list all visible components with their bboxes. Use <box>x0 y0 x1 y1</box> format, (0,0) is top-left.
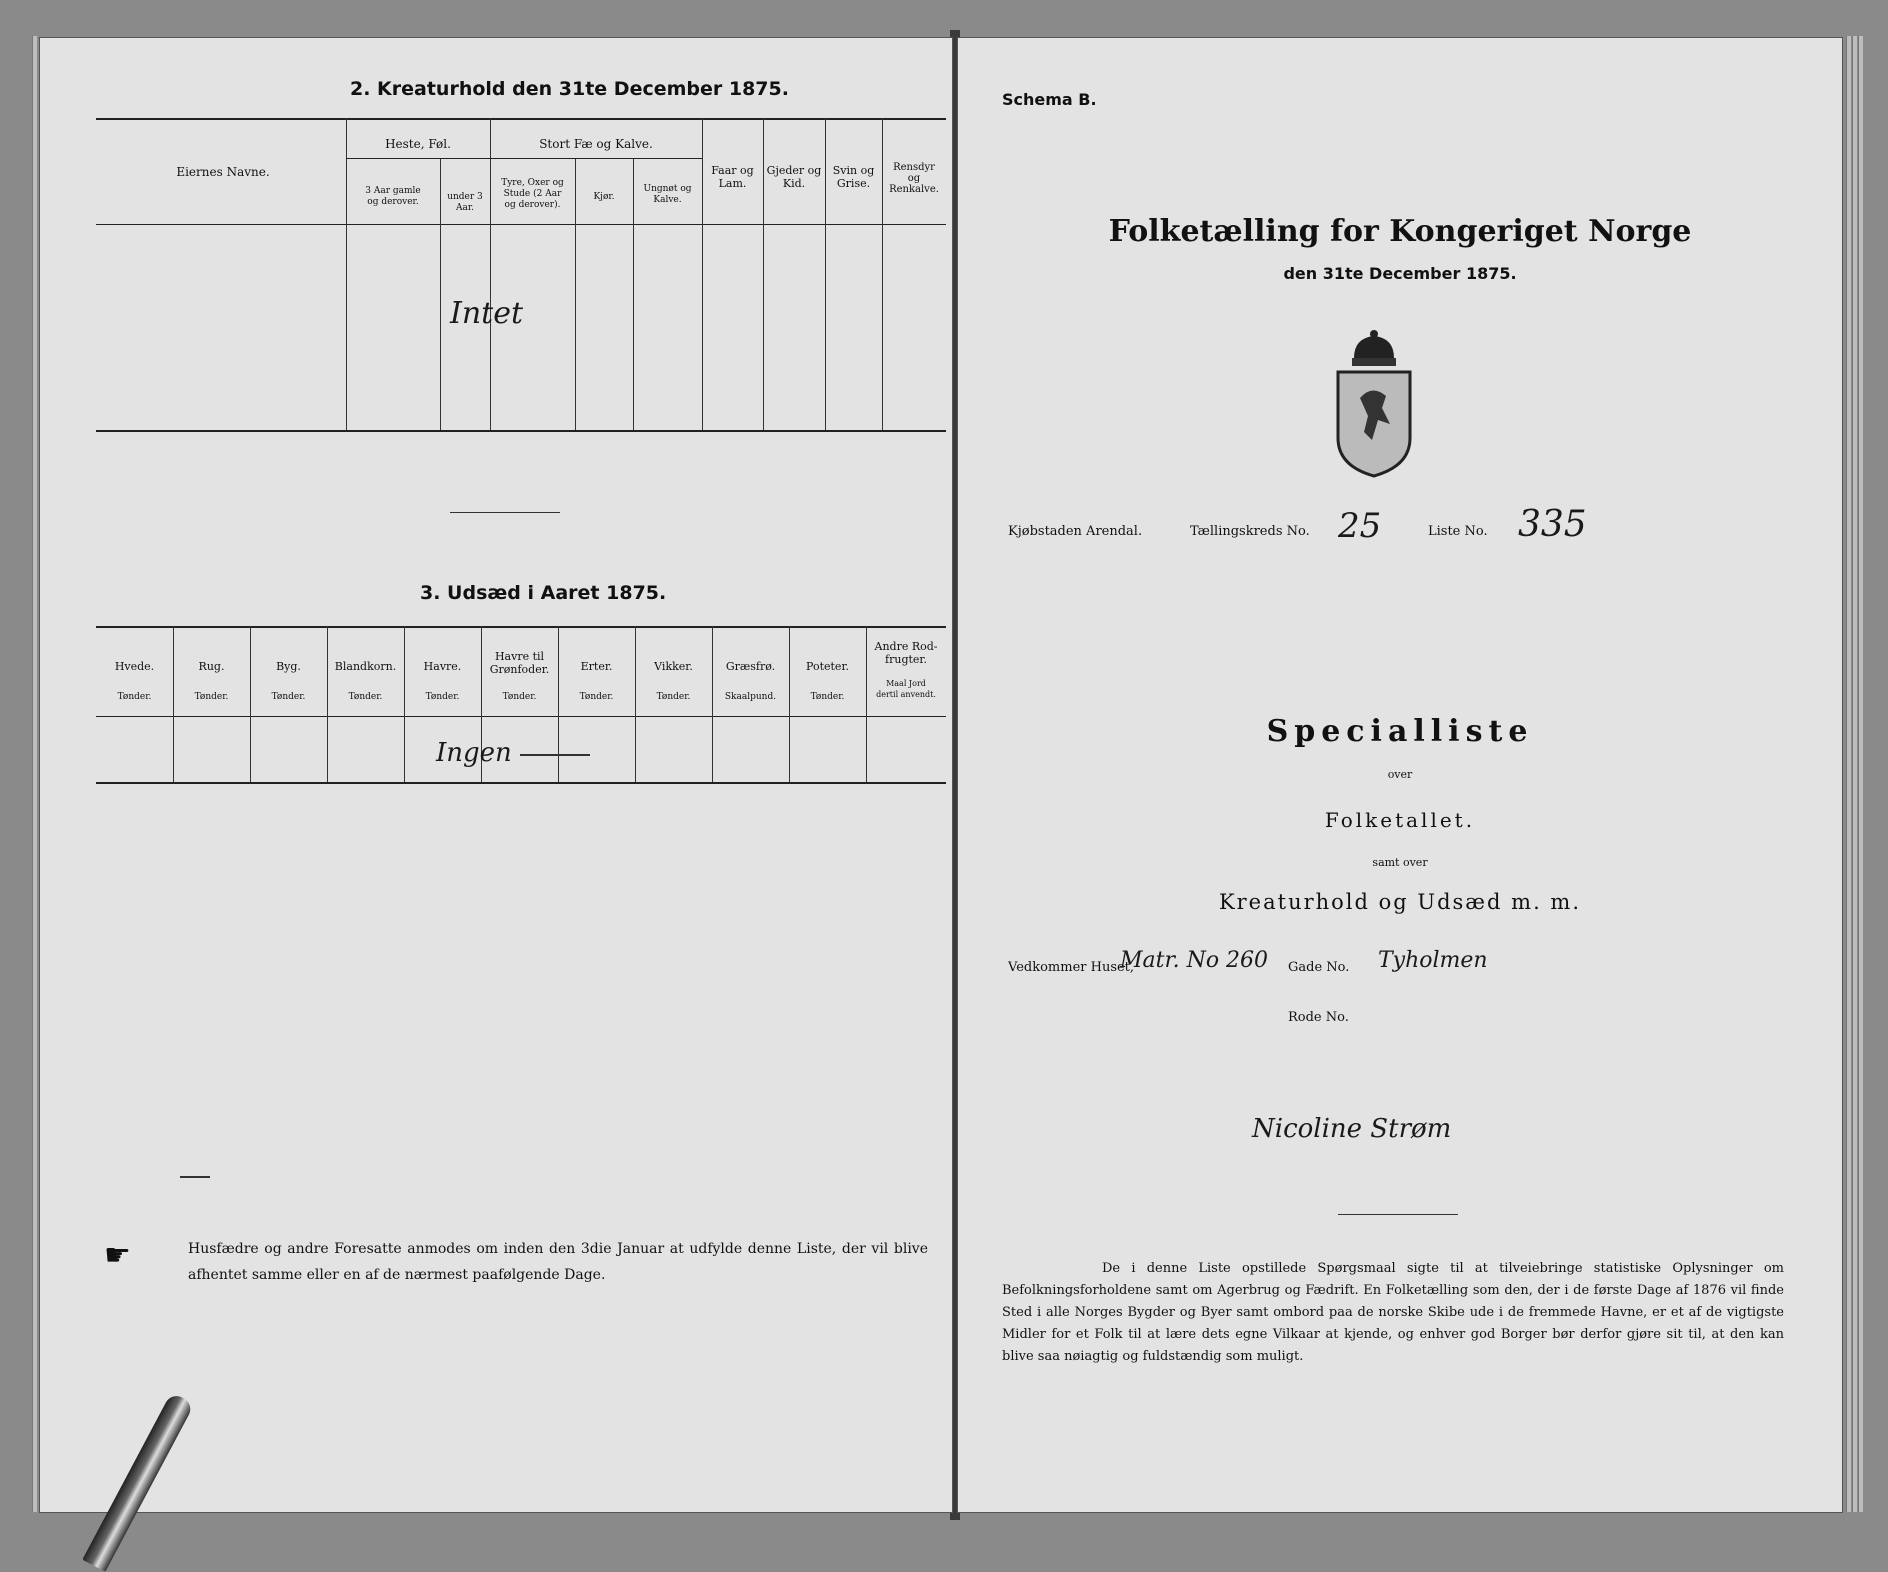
section-divider <box>450 512 560 513</box>
s2-header-owner: Eiernes Navne. <box>176 165 270 179</box>
s3-header-unit: Tønder. <box>194 692 229 702</box>
s3-header: Havre til Grønfoder. <box>489 650 550 676</box>
section2-top-rule <box>96 118 946 120</box>
s2-subheader-rule <box>346 158 702 159</box>
specialliste-heading: Specialliste <box>1266 714 1534 749</box>
page-edge-left <box>32 36 37 1512</box>
paragraph-divider <box>1338 1214 1458 1215</box>
s2-header-goats: Gjeder og Kid. <box>766 164 822 190</box>
section2-title: 2. Kreaturhold den 31te December 1875. <box>350 78 789 100</box>
section2-bottom-rule <box>96 430 946 432</box>
s3-header-unit: Tønder. <box>348 692 383 702</box>
s3-col-line <box>327 626 328 782</box>
section3-bottom-rule <box>96 782 946 784</box>
s2-header-bulls: Tyre, Oxer og Stude (2 Aar og derover). <box>501 178 564 210</box>
s3-header: Poteter. <box>806 660 849 673</box>
right-page <box>958 38 1842 1512</box>
over-label: over <box>1387 768 1413 781</box>
notice-text: Husfædre og andre Foresatte anmodes om inden den 3die Januar at udfylde denne Liste, der vil blive afhentet samme eller en af de nærmest paafølgende Dage. <box>188 1241 928 1283</box>
s3-header-unit: Tønder. <box>656 692 691 702</box>
schema-label: Schema B. <box>1002 90 1097 109</box>
s2-col-line <box>490 118 491 430</box>
section3-top-rule <box>96 626 946 628</box>
coat-of-arms-icon <box>1324 328 1424 478</box>
pen-object <box>82 1392 194 1572</box>
main-title: Folketælling for Kongeriget Norge <box>1108 214 1692 249</box>
samt-over-label: samt over <box>1372 856 1428 869</box>
s3-col-line <box>404 626 405 782</box>
page-edge-right <box>1846 36 1851 1512</box>
s3-header-unit: Tønder. <box>502 692 537 702</box>
page-edge-right-3 <box>1858 36 1863 1512</box>
s2-header-horses-under3: under 3 Aar. <box>447 192 483 213</box>
s2-header-cattle: Stort Fæ og Kalve. <box>539 137 653 151</box>
s3-header: Vikker. <box>654 660 693 673</box>
section2-header-rule <box>96 224 946 225</box>
s3-header: Andre Rod- frugter. <box>874 640 938 666</box>
kreds-label: Tællingskreds No. <box>1190 524 1310 539</box>
rode-label: Rode No. <box>1288 1010 1349 1025</box>
s3-header-unit: Maal Jord dertil anvendt. <box>876 679 936 699</box>
s3-header: Erter. <box>580 660 613 673</box>
s3-header-unit: Skaalpund. <box>724 692 777 702</box>
s3-col-line <box>173 626 174 782</box>
s3-header: Blandkorn. <box>334 660 397 673</box>
kreds-value: 25 <box>1338 506 1382 546</box>
s3-col-line <box>635 626 636 782</box>
s2-header-cows: Kjør. <box>593 192 615 202</box>
liste-label: Liste No. <box>1428 524 1488 539</box>
explanatory-paragraph: De i denne Liste opstillede Spørgsmaal sigte til at tilveiebringe statistiske Oplysninger om Befolkningsforholdene samt om Agerbrug og Fædrift. En Folketælling som den, der i de første Dage af 1876 vil finde Sted i alle Norges Bygder og Byer samt ombord paa de norske Skibe ude i de fremmede Havne, er et af de vigtigste Midler for et Folk til at lære dets egne Vilkaar at kjende, og enhver god Borger bør derfor gjøre sit til, at den kan blive saa nøiagtig og fuldstændig som muligt. <box>1002 1261 1784 1364</box>
pointing-hand-icon: ☛ <box>104 1238 131 1273</box>
census-date: den 31te December 1875. <box>1283 264 1517 283</box>
gade-value: Tyholmen <box>1378 948 1488 973</box>
s2-header-sheep: Faar og Lam. <box>711 164 754 190</box>
s3-col-line <box>250 626 251 782</box>
s3-header-unit: Tønder. <box>579 692 614 702</box>
s3-header-unit: Tønder. <box>810 692 845 702</box>
gade-label: Gade No. <box>1288 960 1350 975</box>
section3-title: 3. Udsæd i Aaret 1875. <box>420 582 667 604</box>
s2-header-horses-3yr: 3 Aar gamle og derover. <box>365 186 421 207</box>
matr-value: Matr. No 260 <box>1120 948 1269 973</box>
folketallet-label: Folketallet. <box>1324 808 1476 832</box>
liste-value: 335 <box>1518 504 1587 545</box>
page-edge-right-2 <box>1852 36 1857 1512</box>
s3-header-unit: Tønder. <box>117 692 152 702</box>
section3-header-rule <box>96 716 946 717</box>
vedkommer-label: Vedkommer Huset, <box>1008 960 1135 975</box>
s3-header: Byg. <box>276 660 301 673</box>
s2-col-line <box>346 118 347 430</box>
s3-col-line <box>712 626 713 782</box>
s3-col-line <box>789 626 790 782</box>
s3-header-unit: Tønder. <box>425 692 460 702</box>
s3-header: Hvede. <box>114 660 155 673</box>
s3-handwritten-entry: Ingen <box>436 738 512 768</box>
s2-handwritten-entry: Intet <box>450 296 524 331</box>
s2-header-horses: Heste, Føl. <box>385 137 451 151</box>
s3-header: Havre. <box>423 660 462 673</box>
small-dash <box>180 1176 210 1178</box>
s3-header-unit: Tønder. <box>271 692 306 702</box>
s3-entry-stroke <box>520 754 590 756</box>
kjobstad-label: Kjøbstaden Arendal. <box>1008 524 1143 539</box>
s2-header-young-cattle: Ungnøt og Kalve. <box>643 184 692 205</box>
signature: Nicoline Strøm <box>1252 1114 1452 1144</box>
s3-header: Græsfrø. <box>725 660 776 673</box>
s2-header-pigs: Svin og Grise. <box>832 164 875 190</box>
s3-header: Rug. <box>198 660 225 673</box>
s2-header-reindeer: Rensdyr og Renkalve. <box>889 162 939 195</box>
kreaturhold-label: Kreaturhold og Udsæd m. m. <box>1218 890 1582 914</box>
s3-col-line <box>558 626 559 782</box>
left-page <box>40 38 952 1512</box>
